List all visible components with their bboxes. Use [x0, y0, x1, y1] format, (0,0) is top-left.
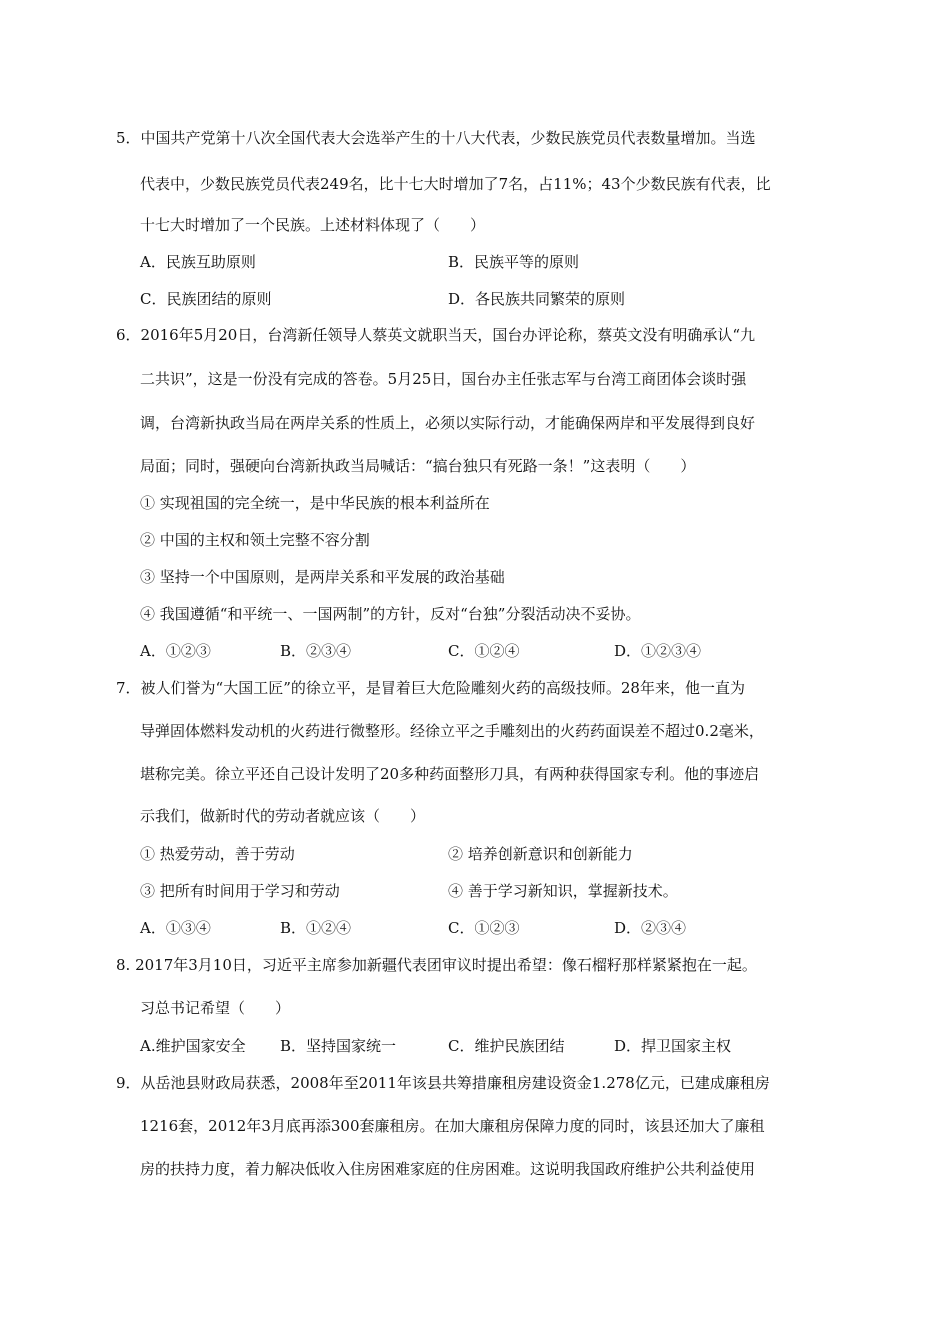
- question-7-statement-1: ① 热爱劳动，善于劳动: [140, 845, 295, 863]
- question-6-statement-4: ④ 我国遵循“和平统一、一国两制”的方针，反对“台独”分裂活动决不妥协。: [140, 605, 641, 623]
- question-6-line-4: 局面；同时，强硬向台湾新执政当局喊话：“搞台独只有死路一条！”这表明（ ）: [140, 457, 696, 475]
- question-6-option-d: D．①②③④: [614, 642, 702, 660]
- question-7-option-b: B．①②④: [280, 919, 352, 937]
- question-7-statement-4: ④ 善于学习新知识，掌握新技术。: [448, 882, 678, 900]
- question-6-option-b: B．②③④: [280, 642, 352, 660]
- question-6-line-2: 二共识”，这是一份没有完成的答卷。5月25日，国台办主任张志军与台湾工商团体会谈时强: [140, 370, 747, 388]
- question-6-line-1: 6．2016年5月20日，台湾新任领导人蔡英文就职当天，国台办评论称，蔡英文没有明确承认“九: [116, 326, 756, 344]
- question-7-line-2: 导弹固体燃料发动机的火药进行微整形。经徐立平之手雕刻出的火药药面误差不超过0.2毫米，: [140, 722, 764, 740]
- question-6-option-c: C．①②④: [448, 642, 520, 660]
- question-8-option-d: D．捍卫国家主权: [614, 1037, 732, 1055]
- question-7-option-a: A．①③④: [140, 919, 211, 937]
- question-7-statement-2: ② 培养创新意识和创新能力: [448, 845, 633, 863]
- question-8-option-c: C．维护民族团结: [448, 1037, 565, 1055]
- question-9-line-1: 9．从岳池县财政局获悉，2008年至2011年该县共筹措廉租房建设资金1.278亿元，已建成廉租房: [116, 1074, 770, 1092]
- question-6-statement-1: ① 实现祖国的完全统一，是中华民族的根本利益所在: [140, 494, 490, 512]
- question-6-statement-3: ③ 坚持一个中国原则，是两岸关系和平发展的政治基础: [140, 568, 505, 586]
- question-5-line-3: 十七大时增加了一个民族。上述材料体现了（ ）: [140, 216, 486, 234]
- question-5-option-c: C．民族团结的原则: [140, 290, 272, 308]
- question-5-line-1: 5．中国共产党第十八次全国代表大会选举产生的十八大代表，少数民族党员代表数量增加。当选: [116, 129, 756, 147]
- question-9-line-2: 1216套，2012年3月底再添300套廉租房。在加大廉租房保障力度的同时，该县还加大了廉租: [140, 1117, 765, 1135]
- question-8-option-b: B．坚持国家统一: [280, 1037, 397, 1055]
- question-8-line-1: 8. 2017年3月10日，习近平主席参加新疆代表团审议时提出希望：像石榴籽那样紧紧抱在一起。: [116, 956, 757, 974]
- question-5-option-b: B．民族平等的原则: [448, 253, 580, 271]
- question-7-line-4: 示我们，做新时代的劳动者就应该（ ）: [140, 807, 426, 825]
- question-7-line-3: 堪称完美。徐立平还自己设计发明了20多种药面整形刀具，有两种获得国家专利。他的事迹启: [140, 765, 760, 783]
- question-7-option-d: D．②③④: [614, 919, 687, 937]
- question-7-option-c: C．①②③: [448, 919, 520, 937]
- question-7-statement-3: ③ 把所有时间用于学习和劳动: [140, 882, 340, 900]
- question-9-line-3: 房的扶持力度，着力解决低收入住房困难家庭的住房困难。这说明我国政府维护公共利益使用: [140, 1160, 756, 1178]
- question-8-option-a: A.维护国家安全: [140, 1037, 246, 1055]
- question-5-option-a: A．民族互助原则: [140, 253, 256, 271]
- question-7-line-1: 7．被人们誉为“大国工匠”的徐立平，是冒着巨大危险雕刻火药的高级技师。28年来，他一直为: [116, 679, 745, 697]
- question-5-option-d: D．各民族共同繁荣的原则: [448, 290, 626, 308]
- question-8-line-2: 习总书记希望（ ）: [140, 999, 291, 1017]
- question-6-option-a: A．①②③: [140, 642, 211, 660]
- question-5-line-2: 代表中，少数民族党员代表249名，比十七大时增加了7名，占11%；43个少数民族有代表，比: [140, 175, 771, 193]
- question-6-statement-2: ② 中国的主权和领土完整不容分割: [140, 531, 370, 549]
- question-6-line-3: 调，台湾新执政当局在两岸关系的性质上，必须以实际行动，才能确保两岸和平发展得到良好: [140, 414, 756, 432]
